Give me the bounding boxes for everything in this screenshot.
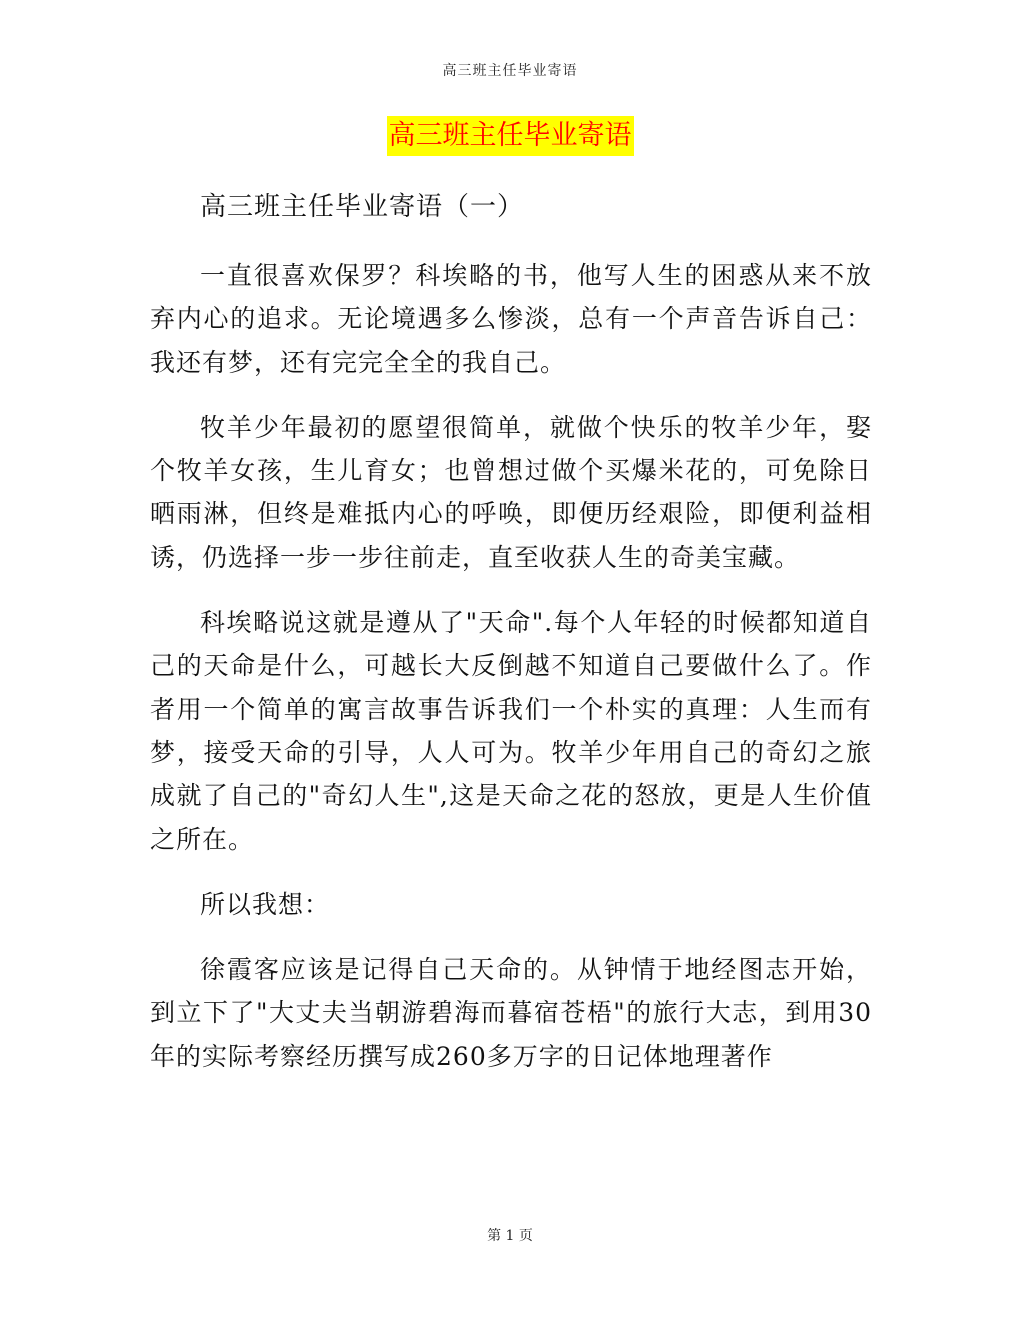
running-header: 高三班主任毕业寄语 [442,63,578,79]
paragraph-1: 一直很喜欢保罗？科埃略的书，他写人生的困惑从来不放弃内心的追求。无论境遇多么惨淡，总有一个声音告诉自己：我还有梦，还有完完全全的我自己。 [150,261,872,377]
paragraph-2: 牧羊少年最初的愿望很简单，就做个快乐的牧羊少年，娶个牧羊女孩，生儿育女；也曾想过做个买爆米花的，可免除日晒雨淋，但终是难抵内心的呼唤，即便历经艰险，即便利益相诱，仍选择一步一步往前走，直至收获人生的奇美宝藏。 [150,412,872,572]
paragraph-3: 科埃略说这就是遵从了"天命".每个人年轻的时候都知道自己的天命是什么，可越长大反倒越不知道自己要做什么了。作者用一个简单的寓言故事告诉我们一个朴实的真理：人生而有梦，接受天命的引导，人人可为。牧羊少年用自己的奇幻之旅成就了自己的"奇幻人生",这是天命之花的怒放，更是人生价值之所在。 [150,608,872,854]
section-heading: 高三班主任毕业寄语（一） [200,192,525,222]
paragraph-4: 所以我想： [200,889,331,919]
paragraph-5: 徐霞客应该是记得自己天命的。从钟情于地经图志开始，到立下了"大丈夫当朝游碧海而暮宿苍梧"的旅行大志，到用30年的实际考察经历撰写成260多万字的日记体地理著作 [150,955,872,1071]
title-wrap [0,116,1020,156]
page-number: 第 1 页 [487,1228,533,1244]
document-body [150,187,872,1100]
document-title: 高三班主任毕业寄语 [387,116,634,156]
